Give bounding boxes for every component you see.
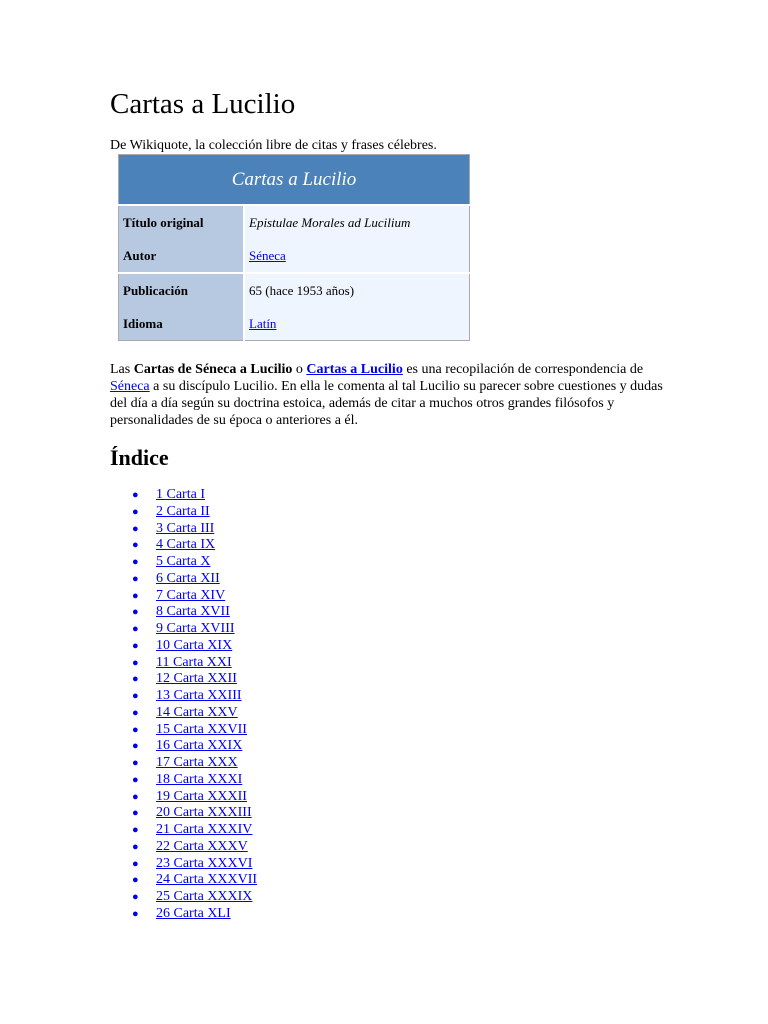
toc-item (132, 537, 257, 554)
toc-link[interactable]: 4 Carta IX (156, 537, 216, 553)
toc-link[interactable]: 16 Carta XXIX (156, 738, 243, 754)
toc-link[interactable]: 1 Carta I (156, 487, 205, 502)
toc-link[interactable]: 13 Carta XXIII (156, 688, 242, 703)
infobox-value: 65 (hace 1953 años) (244, 273, 470, 307)
bullet-icon: ● (132, 606, 139, 619)
toc-item (132, 805, 257, 822)
intro-text: o (292, 362, 307, 377)
infobox-value (244, 307, 470, 341)
toc-item (132, 671, 257, 688)
toc-item (132, 771, 257, 789)
bullet-icon: ● (132, 623, 139, 635)
bullet-icon: ● (132, 907, 139, 920)
intro-text: a su discípulo Lucilio. En ella le comenta al tal Lucilio su parecer sobre cuestiones y dudas del día a día según su doctrina estoica, además de citar a muchos otros grandes filósofos y personalidades de su época o anteriores a él. (110, 379, 663, 428)
toc-link[interactable]: 7 Carta XIV (156, 587, 226, 603)
bullet-icon: ● (132, 840, 139, 853)
bullet-icon: ● (132, 723, 139, 736)
bullet-icon: ● (132, 556, 139, 568)
toc-item (132, 889, 257, 906)
toc-link[interactable]: 18 Carta XXXI (156, 771, 243, 787)
toc-link[interactable]: 19 Carta XXXII (156, 788, 247, 804)
work-link[interactable]: Cartas a Lucilio (306, 362, 403, 377)
infobox-value (244, 239, 470, 273)
toc-item (132, 520, 257, 538)
bullet-icon: ● (132, 656, 139, 669)
intro-text: es una recopilación de correspondencia de (402, 362, 644, 377)
infobox-label: Idioma (119, 307, 245, 341)
toc-link[interactable]: 15 Carta XXVII (156, 721, 247, 737)
toc-item (132, 554, 257, 571)
author-link-inline[interactable]: Séneca (110, 379, 150, 394)
bullet-icon: ● (132, 773, 139, 786)
page-title: Cartas a Lucilio (110, 88, 296, 120)
bullet-icon: ● (132, 891, 139, 903)
original-title-value: Epistulae Morales ad Lucilium (249, 214, 411, 230)
toc-item (132, 487, 257, 504)
toc-link[interactable]: 10 Carta XIX (156, 637, 233, 653)
toc-link[interactable]: 12 Carta XXII (156, 671, 237, 687)
language-link[interactable]: Latín (249, 315, 277, 331)
toc-item (132, 738, 257, 755)
bullet-icon: ● (132, 690, 139, 702)
toc-link[interactable]: 2 Carta II (156, 503, 210, 519)
intro-text: Las (110, 362, 134, 377)
bullet-icon: ● (132, 757, 139, 769)
bullet-icon: ● (132, 706, 139, 719)
site-subtitle: De Wikiquote, la colección libre de citas y frases célebres. (110, 138, 437, 153)
toc-link[interactable]: 17 Carta XXX (156, 755, 238, 770)
infobox-title: Cartas a Lucilio (119, 155, 470, 206)
infobox-label: Título original (119, 205, 245, 239)
author-link[interactable]: Séneca (249, 247, 286, 263)
toc-link[interactable]: 20 Carta XXXIII (156, 805, 252, 821)
toc-item (132, 621, 257, 638)
toc-link[interactable]: 24 Carta XXXVII (156, 872, 258, 888)
toc-item (132, 503, 257, 521)
bullet-icon: ● (132, 807, 139, 820)
toc-item (132, 654, 257, 672)
bullet-icon: ● (132, 572, 139, 585)
toc-item (132, 637, 257, 655)
toc-item (132, 855, 257, 873)
bullet-icon: ● (132, 639, 139, 652)
infobox-label: Publicación (119, 273, 245, 307)
infobox-label: Autor (119, 239, 245, 273)
bullet-icon: ● (132, 790, 139, 803)
bullet-icon: ● (132, 673, 139, 686)
toc-link[interactable]: 22 Carta XXXV (156, 838, 248, 854)
toc-link[interactable]: 11 Carta XXI (156, 654, 232, 670)
bullet-icon: ● (132, 589, 139, 602)
infobox-value (244, 205, 470, 239)
toc-item (132, 905, 257, 923)
toc-link[interactable]: 23 Carta XXXVI (156, 855, 253, 871)
bullet-icon: ● (132, 522, 139, 535)
bullet-icon: ● (132, 824, 139, 836)
toc-item (132, 838, 257, 856)
toc-link[interactable]: 8 Carta XVII (156, 604, 230, 620)
toc-item (132, 822, 257, 839)
toc-heading: Índice (110, 445, 169, 470)
toc-item (132, 604, 257, 621)
infobox (118, 154, 470, 341)
toc-link[interactable]: 6 Carta XII (156, 570, 220, 586)
toc-link[interactable]: 21 Carta XXXIV (156, 822, 253, 837)
toc-link[interactable]: 14 Carta XXV (156, 704, 238, 720)
bullet-icon: ● (132, 857, 139, 870)
toc-item (132, 688, 257, 705)
toc-item (132, 872, 258, 889)
intro-paragraph (110, 361, 666, 429)
toc-item (132, 721, 257, 739)
toc-link[interactable]: 5 Carta X (156, 554, 211, 569)
bullet-icon: ● (132, 489, 139, 501)
toc-item (132, 788, 257, 806)
toc-item (132, 755, 257, 772)
intro-bold-title: Cartas de Séneca a Lucilio (133, 362, 293, 377)
toc-link[interactable]: 26 Carta XLI (156, 905, 231, 921)
bullet-icon: ● (132, 874, 139, 887)
toc-link[interactable]: 9 Carta XVIII (156, 621, 235, 636)
toc-link[interactable]: 3 Carta III (156, 520, 215, 536)
bullet-icon: ● (132, 740, 139, 753)
toc-item (132, 587, 257, 605)
toc-item (132, 570, 257, 588)
toc-list (130, 487, 257, 923)
toc-link[interactable]: 25 Carta XXXIX (156, 889, 253, 904)
bullet-icon: ● (132, 539, 139, 552)
toc-item (132, 704, 257, 722)
bullet-icon: ● (132, 505, 139, 518)
